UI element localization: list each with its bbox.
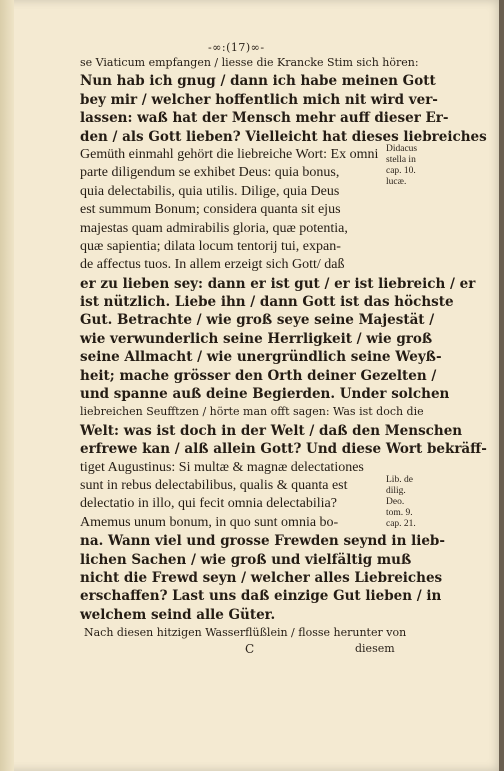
text-line: de affectus tuos. In allem erzeigt sich Gott/ daß [80,257,345,273]
text-line: delectatio in illo, qui fecit omnia delectabilia? [80,496,337,512]
margin-note [386,475,434,530]
text-line: est summum Bonum; considera quanta sit ejus [80,202,341,218]
margin-note-line: Lib. de [386,475,413,486]
text-line: den / als Gott lieben? Vielleicht hat dieses liebreiches [80,128,487,145]
page-gutter [0,0,14,771]
text-line: quia delectabilis, quia utilis. Dilige, quia Deus [80,183,340,199]
text-line: seine Allmacht / wie unergründlich seine Weyß- [80,349,442,366]
text-line: quæ sapientia; dilata locum tentorij tui, expan- [80,238,341,254]
margin-note-line: tom. 9. [386,508,413,519]
margin-note-line: Didacus [386,144,418,154]
catchword: diesem [355,642,395,655]
text-line: Welt: was ist doch in der Welt / daß den Menschen [80,422,463,439]
margin-note-line: cap. 21. [386,519,416,530]
text-line: und spanne auß deine Begierden. Under solchen [80,386,450,403]
text-line: heit; mache grösser den Orth deiner Gezelten / [80,367,437,384]
text-line: wie verwunderlich seine Herrligkeit / wie groß [80,330,433,347]
text-line: Nun hab ich gnug / dann ich habe meinen Gott [80,73,436,90]
text-line: erfrewe kan / alß allein Gott? Und diese Wort bekräff- [80,441,487,458]
text-line: bey mir / welcher hoffentlich mich nit wird ver- [80,91,438,108]
text-line: Gut. Betrachte / wie groß seye seine Majestät / [80,312,435,329]
text-line: na. Wann viel und grosse Frewden seynd in lieb- [80,533,445,550]
text-line: sunt in rebus delectabilibus, qualis & quanta est [80,477,348,493]
text-line: se Viaticum empfangen / liesse die Krancke Stim sich hören: [80,56,419,69]
margin-note [386,144,434,188]
margin-note-line: dilig. [386,486,406,497]
text-line: Amemus unum bonum, in quo sunt omnia bo- [80,514,339,530]
text-line: ist nützlich. Liebe ihn / dann Gott ist das höchste [80,294,454,311]
text-line: majestas quam admirabilis gloria, quæ potentia, [80,220,348,236]
text-line: Gemüth einmahl gehört die liebreiche Wort: Ex omni [80,146,379,162]
page-number-header: -∞:(17)∞- [208,41,265,54]
text-line: nicht die Frewd seyn / welcher alles Liebreiches [80,569,443,586]
text-line: er zu lieben sey: dann er ist gut / er ist liebreich / er [80,275,476,292]
margin-note-line: cap. 10. [386,166,416,176]
margin-note-line: stella in [386,155,416,165]
text-line: Nach diesen hitzigen Wasserflüßlein / flosse herunter von [84,626,407,640]
text-line: lichen Sachen / wie groß und vielfältig muß [80,551,412,568]
page-edge [499,0,504,771]
signature-mark: C [245,642,255,656]
text-line: liebreichen Seufftzen / hörte man offt sagen: Was ist doch die [80,405,424,419]
text-line: welchem seind alle Güter. [80,606,276,623]
text-line: parte diligendum se exhibet Deus: quia bonus, [80,165,340,181]
text-line: lassen: waß hat der Mensch mehr auff dieser Er- [80,110,449,127]
margin-note-line: lucæ. [386,177,407,187]
text-line: erschaffen? Last uns daß einzige Gut lieben / in [80,588,442,605]
margin-note-line: Deo. [386,497,405,508]
text-line: tiget Augustinus: Si multæ & magnæ delectationes [80,459,364,475]
